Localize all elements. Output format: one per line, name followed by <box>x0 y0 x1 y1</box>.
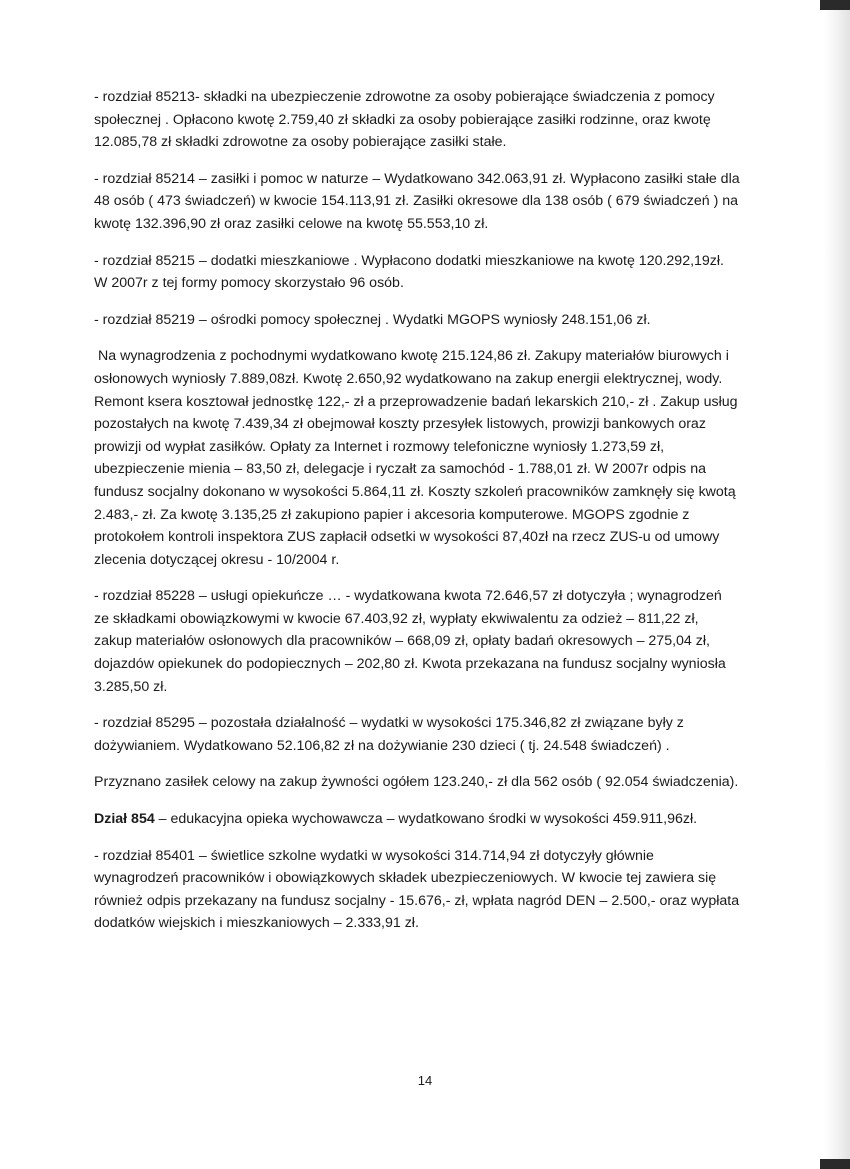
paragraph-85213: - rozdział 85213- składki na ubezpieczenie zdrowotne za osoby pobierające świadczenia z pomocy społecznej . Opłacono kwotę 2.759,40 zł składki za osoby pobierające zasiłki rodzinne, oraz kwotę 12.085,78 zł składki zdrowotne za osoby pobierające zasiłki stałe. <box>94 89 715 151</box>
paragraph-85228: - rozdział 85228 – usługi opiekuńcze … - wydatkowana kwota 72.646,57 zł dotyczyła ; wynagrodzeń ze składkami obowiązkowymi w kwocie 67.403,92 zł, wypłaty ekwiwalentu za odzież – 811,22 zł, zakup materiałów osłonowych dla pracowników – 668,09 zł, opłaty badań okresowych – 275,04 zł, dojazdów opiekunek do podopiecznych – 202,80 zł. Kwota przekazana na fundusz socjalny wyniosła 3.285,50 zł. <box>94 588 726 695</box>
paragraph-dzial-854 <box>94 808 740 831</box>
paragraph-85295: - rozdział 85295 – pozostała działalność – wydatki w wysokości 175.346,82 zł związane były z dożywianiem. Wydatkowano 52.106,82 zł na dożywianie 230 dzieci ( tj. 24.548 świadczeń) . <box>94 715 684 754</box>
paragraph-85219: - rozdział 85219 – ośrodki pomocy społecznej . Wydatki MGOPS wyniosły 248.151,06 zł. <box>94 311 651 328</box>
document-page <box>94 86 740 949</box>
section-text-dzial-854: – edukacyjna opieka wychowawcza – wydatkowano środki w wysokości 459.911,96zł. <box>154 811 698 828</box>
paragraph-85215: - rozdział 85215 – dodatki mieszkaniowe . Wypłacono dodatki mieszkaniowe na kwotę 120.292,19zł. W 2007r z tej formy pomocy skorzystało 96 osób. <box>94 252 724 292</box>
scan-edge-bottom-mark <box>820 1159 850 1169</box>
paragraph-85401: - rozdział 85401 – świetlice szkolne wydatki w wysokości 314.714,94 zł dotyczyły głównie wynagrodzeń pracowników i obowiązkowych składek ubezpieczeniowych. W kwocie tej zawiera się również odpis przekazany na fundusz socjalny - 15.676,- zł, wpłata nagród DEN – 2.500,- oraz wypłata dodatków wiejskich i mieszkaniowych – 2.333,91 zł. <box>94 847 740 932</box>
paragraph-food-allowance: Przyznano zasiłek celowy na zakup żywności ogółem 123.240,- zł dla 562 osób ( 92.054 świadczenia). <box>94 774 739 791</box>
page-number: 14 <box>417 1073 433 1088</box>
paragraph-85214: - rozdział 85214 – zasiłki i pomoc w naturze – Wydatkowano 342.063,91 zł. Wypłacono zasiłki stałe dla 48 osób ( 473 świadczeń) w kwocie 154.113,91 zł. Zasiłki okresowe dla 138 osób ( 679 świadczeń ) na kwotę 132.396,90 zł oraz zasiłki celowe na kwotę 55.553,10 zł. <box>94 170 740 232</box>
section-heading-dzial-854: Dział 854 <box>94 811 155 828</box>
scan-edge-top-mark <box>820 0 850 10</box>
scan-edge-shadow <box>824 0 850 1169</box>
paragraph-mgops-details: Na wynagrodzenia z pochodnymi wydatkowano kwotę 215.124,86 zł. Zakupy materiałów biurowych i osłonowych wyniosły 7.889,08zł. Kwotę 2.650,92 wydatkowano na zakup energii elektrycznej, wody. Remont ksera kosztował jednostkę 122,- zł a przeprowadzenie badań lekarskich 210,- zł . Zakup usług pozostałych na kwotę 7.439,34 zł obejmował koszty przesyłek listowych, prowizji bankowych oraz prowizji od wypłat zasiłków. Opłaty za Internet i rozmowy telefoniczne wyniosły 1.273,59 zł, ubezpieczenie mienia – 83,50 zł, delegacje i ryczałt za samochód - 1.788,01 zł. W 2007r odpis na fundusz socjalny dokonano w wysokości 5.864,11 zł. Koszty szkoleń pracowników zamknęły się kwotą 2.483,- zł. Za kwotę 3.135,25 zł zakupiono papier i akcesoria komputerowe. MGOPS zgodnie z protokołem kontroli inspektora ZUS zapłacił odsetki w wysokości 87,40zł na rzecz ZUS-u od umowy zlecenia dotyczącej okresu - 10/2004 r. <box>94 348 738 568</box>
